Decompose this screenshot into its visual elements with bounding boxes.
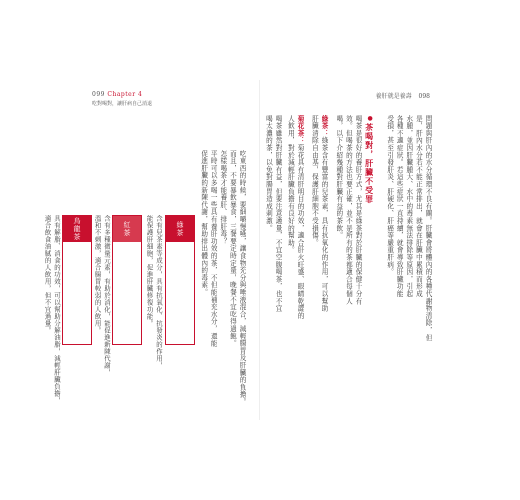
page-number-left: 099 [92,91,105,98]
page-header-right [371,91,430,100]
page-fold [259,80,260,420]
section-body: 喝茶是很好的養肝方式，尤其是綠茶對於肝臟的保健十分有 效。但喝茶的方法也要正確，並不是所有的茶都適合每個人 喝，以下介紹幾種對肝臟有益的茶飲。 [334,115,362,305]
left-intro: 吃東西的時候，要細嚼慢嚥，讓食物充分與唾液混合，減輕腸胃及肝臟的負擔。 而且，不要暴飲暴食，三餐要定時定量，晚餐不宜吃得過飽。 怎樣喝茶才能養肝、排肝毒？ 平時可以多喝一些具有養肝功效的茶，不但能補充水分，還能 促進肝臟的新陳代謝，幫助排出體內的毒素。 [199,150,246,406]
chrysanthemum-note: 菊花茶：菊花具有清肝明目的功效，適合肝火旺盛、眼睛乾澀的 人飲用，對於減輕肝臟負擔有良好的幫助。 [286,115,304,320]
green-tea-note: 綠茶：綠茶含有豐富的兒茶素，具有抗氧化的作用，可以幫助 肝臟清除自由基，保護肝細胞不受損傷。 [310,115,328,313]
bullet-icon: ● [366,115,374,123]
tea-box-text: 具有解脂、消食的功效，可以幫助分解油脂，減輕肝臟負擔， 適合飲食油膩的人飲用，但不宜過量。 [43,215,61,404]
chapter-label: Chapter 4 [107,91,143,98]
page-number-right: 098 [418,93,430,100]
tea-box-label: 烏龍茶 [63,216,91,242]
tea-box-black [112,215,142,345]
tea-box-label: 綠茶 [166,216,194,242]
closing-paragraph: 喝茶雖然對肝臟有益，但要注意適量，不宜空腹喝茶，也不宜 喝太濃的茶，以免對腸胃造成刺激。 [264,115,282,313]
section-title: ●茶喝對，肝臟不受罪 [364,115,375,204]
tea-box-text: 含有多種微量元素，有助於消化，能促進新陳代謝， 溫和不刺激，適合腸胃較弱的人飲用。 [93,215,111,376]
paragraph-1: 問題與肝內的水分循環不良有關。肝臟會將體內的各種代謝物清除，但 是，肝內水分若不能正常排出，就會在肝臟中累積而形成 水腫，並因肝臟腫大、水中的毒素無法排除等原因，引起 各種不適症狀。若這些症狀一直持續，就會導致肝臟功能 受損，甚至引發肝炎、肝硬化、肝癌等嚴重肝病。 [385,115,432,342]
tea-box-text: 含有兒茶素等成分，具有抗氧化、抗發炎的作用， 能保護肝細胞，促進肝臟修復功能。 [145,215,163,369]
tea-box-green [165,215,195,345]
tea-box-oolong [62,215,92,345]
page-header-left [92,91,312,107]
book-title: 養肝就是養壽 [375,93,412,100]
tea-box-label: 紅茶 [113,216,141,242]
chapter-subtitle: 吃對喝對，讓肝病自己消退 [92,101,153,107]
